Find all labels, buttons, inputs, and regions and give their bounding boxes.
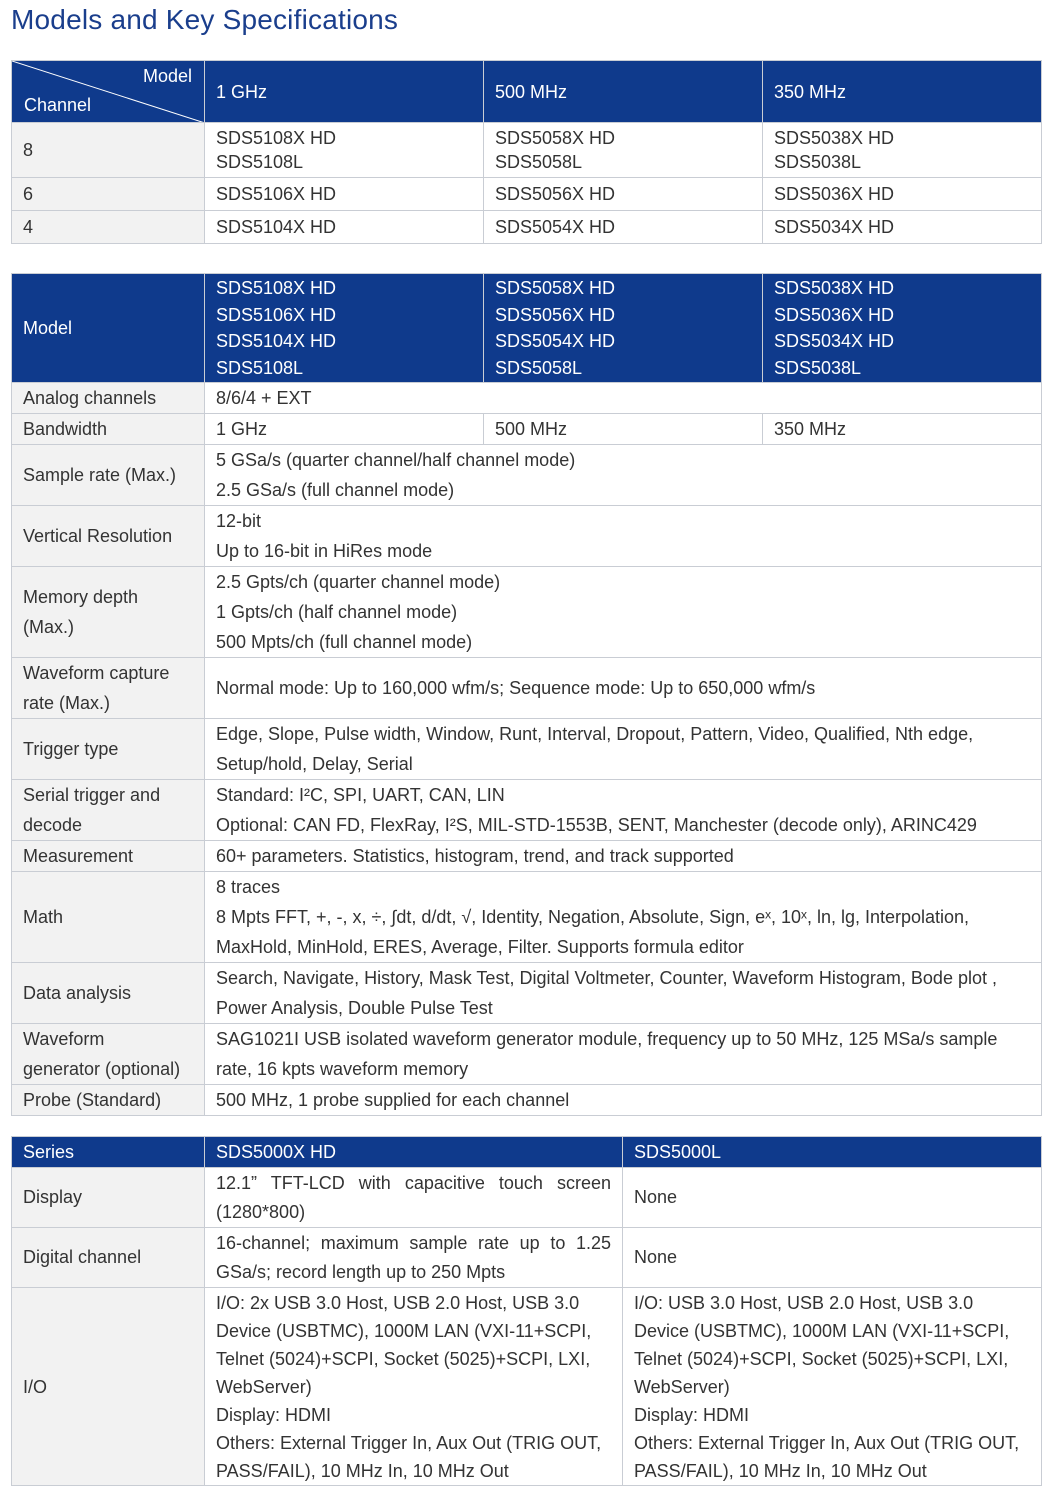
spec-line: Up to 16-bit in HiRes mode [216,541,433,561]
table-row [12,123,1042,178]
spec-row-measurement [12,841,1042,872]
spec-line: Edge, Slope, Pulse width, Window, Runt, Interval, Dropout, Pattern, Video, Qualified, Nth edge, [216,724,974,744]
series-table [11,1136,1042,1486]
spec-label: Trigger type [12,719,205,780]
spec-value [205,567,1042,658]
spec-line: 12-bit [216,511,262,531]
spec-value [205,780,1042,841]
io-line: Display: HDMI [634,1404,750,1425]
series-row-io [12,1288,1042,1486]
series-value [205,1288,623,1486]
model-name: SDS5104X HD [216,331,337,351]
spec-value: Normal mode: Up to 160,000 wfm/s; Sequence mode: Up to 650,000 wfm/s [205,658,1042,719]
model-cell: SDS5054X HD [484,211,763,244]
model-group-1ghz [205,274,484,383]
spec-line: 8 Mpts FFT, +, -, x, ÷, ∫dt, d/dt, √, Identity, Negation, Absolute, Sign, eˣ, 10ˣ, ln, lg, Interpolation, [216,907,970,927]
specs-table [11,273,1042,1116]
io-line: Device (USBTMC), 1000M LAN (VXI-11+SCPI, [634,1320,1010,1341]
bandwidth-header-500mhz: 500 MHz [484,61,763,123]
spec-value: 8/6/4 + EXT [205,383,1042,414]
table-row [12,211,1042,244]
spec-value: 350 MHz [763,414,1042,445]
spec-line: SAG1021I USB isolated waveform generator module, frequency up to 50 MHz, 125 MSa/s sample [216,1029,998,1049]
model-name: SDS5058X HD [495,128,616,148]
series-label: Digital channel [12,1228,205,1288]
model-name: SDS5056X HD [495,304,616,325]
bandwidth-header-1ghz: 1 GHz [205,61,484,123]
models-table [11,60,1042,244]
io-line: PASS/FAIL), 10 MHz In, 10 MHz Out [216,1460,509,1481]
spec-line: 2.5 Gpts/ch (quarter channel mode) [216,572,501,592]
corner-model-label: Model [142,66,192,86]
spec-row-trigger-type [12,719,1042,780]
spec-value [205,1024,1042,1085]
model-name: SDS5038L [774,152,862,172]
model-name: SDS5106X HD [216,304,337,325]
io-line: Display: HDMI [216,1404,332,1425]
spec-value [205,719,1042,780]
bandwidth-header-350mhz: 350 MHz [763,61,1042,123]
model-name: SDS5108X HD [216,128,337,148]
spec-value: 500 MHz [484,414,763,445]
spec-label [12,1024,205,1085]
series-value: None [623,1168,1042,1228]
spec-label: Sample rate (Max.) [12,445,205,506]
io-line: Telnet (5024)+SCPI, Socket (5025)+SCPI, LXI, [216,1348,591,1369]
channel-count-cell: 6 [12,178,205,211]
io-line: I/O: USB 3.0 Host, USB 2.0 Host, USB 3.0 [634,1292,974,1313]
model-name: SDS5108X HD [216,278,337,298]
spec-label: Measurement [12,841,205,872]
spec-line: rate, 16 kpts waveform memory [216,1059,469,1079]
io-line: Others: External Trigger In, Aux Out (TRIG OUT, [634,1432,1020,1453]
model-cell [205,123,484,178]
model-label-header: Model [12,274,205,383]
io-line: PASS/FAIL), 10 MHz In, 10 MHz Out [634,1460,927,1481]
model-name: SDS5058L [495,152,583,172]
model-name: SDS5036X HD [774,304,895,325]
spec-row-probe [12,1085,1042,1116]
spec-row-serial-trigger [12,780,1042,841]
io-line: WebServer) [634,1376,730,1397]
series-value: 16-channel; maximum sample rate up to 1.25 GSa/s; record length up to 250 Mpts [205,1228,623,1288]
series-header-hd: SDS5000X HD [205,1137,623,1168]
page-title: Models and Key Specifications [11,4,399,35]
model-name: SDS5058X HD [495,278,616,298]
model-cell [484,123,763,178]
series-label: I/O [12,1288,205,1486]
spec-value [205,445,1042,506]
spec-row-sample-rate [12,445,1042,506]
series-table-header-row [12,1137,1042,1168]
spec-label-line: Memory depth [23,587,139,607]
model-cell: SDS5034X HD [763,211,1042,244]
corner-channel-label: Channel [24,95,92,115]
model-cell: SDS5106X HD [205,178,484,211]
model-name: SDS5038L [774,357,862,378]
spec-label-line: (Max.) [23,617,74,637]
io-line: Telnet (5024)+SCPI, Socket (5025)+SCPI, LXI, [634,1348,1009,1369]
spec-row-vertical-resolution [12,506,1042,567]
model-name: SDS5108L [216,357,304,378]
model-cell: SDS5104X HD [205,211,484,244]
spec-label-line: Waveform capture [23,663,170,683]
series-row-display [12,1168,1042,1228]
spec-label-line: Serial trigger and [23,785,161,805]
series-label: Display [12,1168,205,1228]
spec-line: Optional: CAN FD, FlexRay, I²S, MIL-STD-1553B, SENT, Manchester (decode only), ARINC429 [216,815,977,835]
io-line: Device (USBTMC), 1000M LAN (VXI-11+SCPI, [216,1320,592,1341]
series-header-l: SDS5000L [623,1137,1042,1168]
spec-value: 500 MHz, 1 probe supplied for each channel [205,1085,1042,1116]
spec-row-waveform-generator [12,1024,1042,1085]
model-name: SDS5038X HD [774,278,895,298]
spec-label-line: rate (Max.) [23,693,111,713]
model-group-350mhz [763,274,1042,383]
series-value: 12.1” TFT-LCD with capacitive touch screen (1280*800) [205,1168,623,1228]
spec-line: Standard: I²C, SPI, UART, CAN, LIN [216,785,505,805]
spec-label [12,780,205,841]
spec-label [12,567,205,658]
spec-row-bandwidth [12,414,1042,445]
series-value [623,1288,1042,1486]
spec-line: Search, Navigate, History, Mask Test, Digital Voltmeter, Counter, Waveform Histogram, Bode plot , [216,968,997,988]
spec-value: 1 GHz [205,414,484,445]
spec-label-line: Waveform [23,1029,105,1049]
spec-line: MaxHold, MinHold, ERES, Average, Filter. Supports formula editor [216,937,744,957]
spec-value: 60+ parameters. Statistics, histogram, trend, and track supported [205,841,1042,872]
spec-label: Math [12,872,205,963]
model-name: SDS5054X HD [495,331,616,351]
spec-line: 5 GSa/s (quarter channel/half channel mode) [216,450,576,470]
spec-line: Setup/hold, Delay, Serial [216,754,413,774]
spec-label: Data analysis [12,963,205,1024]
model-name: SDS5058L [495,357,583,378]
model-group-500mhz [484,274,763,383]
spec-line: 1 Gpts/ch (half channel mode) [216,602,458,622]
spec-label: Bandwidth [12,414,205,445]
spec-label: Vertical Resolution [12,506,205,567]
model-cell: SDS5056X HD [484,178,763,211]
spec-label [12,658,205,719]
spec-line: 2.5 GSa/s (full channel mode) [216,480,455,500]
spec-value [205,872,1042,963]
spec-label: Probe (Standard) [12,1085,205,1116]
io-line: I/O: 2x USB 3.0 Host, USB 2.0 Host, USB 3.0 [216,1292,580,1313]
spec-row-capture-rate [12,658,1042,719]
series-row-digital-channel [12,1228,1042,1288]
specs-table-header-row [12,274,1042,383]
io-line: Others: External Trigger In, Aux Out (TRIG OUT, [216,1432,602,1453]
spec-line: Power Analysis, Double Pulse Test [216,998,493,1018]
channel-count-cell: 8 [12,123,205,178]
model-name: SDS5038X HD [774,128,895,148]
series-header-label: Series [12,1137,205,1168]
model-cell: SDS5036X HD [763,178,1042,211]
spec-label-line: generator (optional) [23,1059,181,1079]
model-cell [763,123,1042,178]
series-value: None [623,1228,1042,1288]
model-name: SDS5108L [216,152,304,172]
spec-value [205,506,1042,567]
spec-row-memory-depth [12,567,1042,658]
spec-label: Analog channels [12,383,205,414]
corner-header-cell [12,61,205,123]
io-line: WebServer) [216,1376,312,1397]
table-row [12,178,1042,211]
model-name: SDS5034X HD [774,331,895,351]
models-table-header-row [12,61,1042,123]
spec-row-analog-channels [12,383,1042,414]
spec-row-math [12,872,1042,963]
spec-line: 8 traces [216,877,281,897]
channel-count-cell: 4 [12,211,205,244]
spec-line: 500 Mpts/ch (full channel mode) [216,632,473,652]
spec-label-line: decode [23,815,83,835]
spec-value [205,963,1042,1024]
spec-row-data-analysis [12,963,1042,1024]
